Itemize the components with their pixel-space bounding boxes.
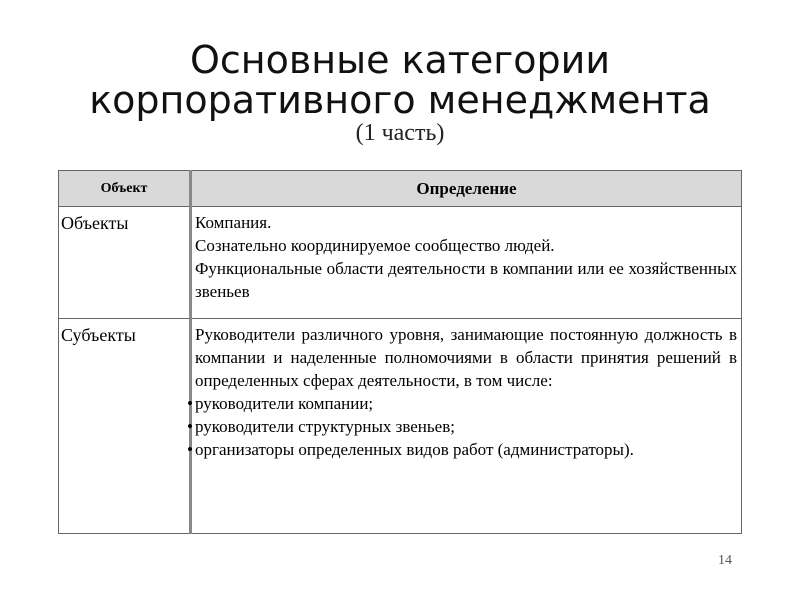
title-line-2: корпоративного менеджмента xyxy=(89,78,711,122)
bullet-list xyxy=(187,392,737,461)
row-definition-cell xyxy=(191,207,742,319)
list-item-text: руководители компании; xyxy=(195,394,374,413)
bullet-icon: • xyxy=(187,394,193,413)
list-item xyxy=(187,438,737,461)
table-row xyxy=(59,319,742,534)
definition-intro: Руководители различного уровня, занимающие постоянную должность в компании и наделенные полномочиями в области принятия решений в определенных сферах деятельности, в том числе: xyxy=(195,325,737,390)
title-line-1: Основные категории xyxy=(189,38,611,82)
table-header-row xyxy=(59,171,742,207)
header-definition: Определение xyxy=(191,171,742,207)
page-number: 14 xyxy=(718,553,732,568)
row-definition-cell xyxy=(187,319,742,534)
table-row xyxy=(59,207,742,319)
list-item xyxy=(187,392,737,415)
slide-subtitle: (1 часть) xyxy=(355,120,445,146)
bullet-icon: • xyxy=(187,417,193,436)
list-item xyxy=(187,415,737,438)
list-item-text: организаторы определенных видов работ (администраторы). xyxy=(195,440,634,459)
row-object-cell: Субъекты xyxy=(59,319,191,534)
categories-table xyxy=(58,170,742,534)
row-object-cell: Объекты xyxy=(59,207,191,319)
definition-line: Функциональные области деятельности в компании или ее хозяйственных звеньев xyxy=(195,259,737,301)
list-item-text: руководители структурных звеньев; xyxy=(195,417,455,436)
header-object: Объект xyxy=(59,171,191,207)
definition-line: Сознательно координируемое сообщество людей. xyxy=(195,236,555,255)
bullet-icon: • xyxy=(187,440,193,459)
definition-line: Компания. xyxy=(195,213,272,232)
slide-title xyxy=(0,40,800,120)
